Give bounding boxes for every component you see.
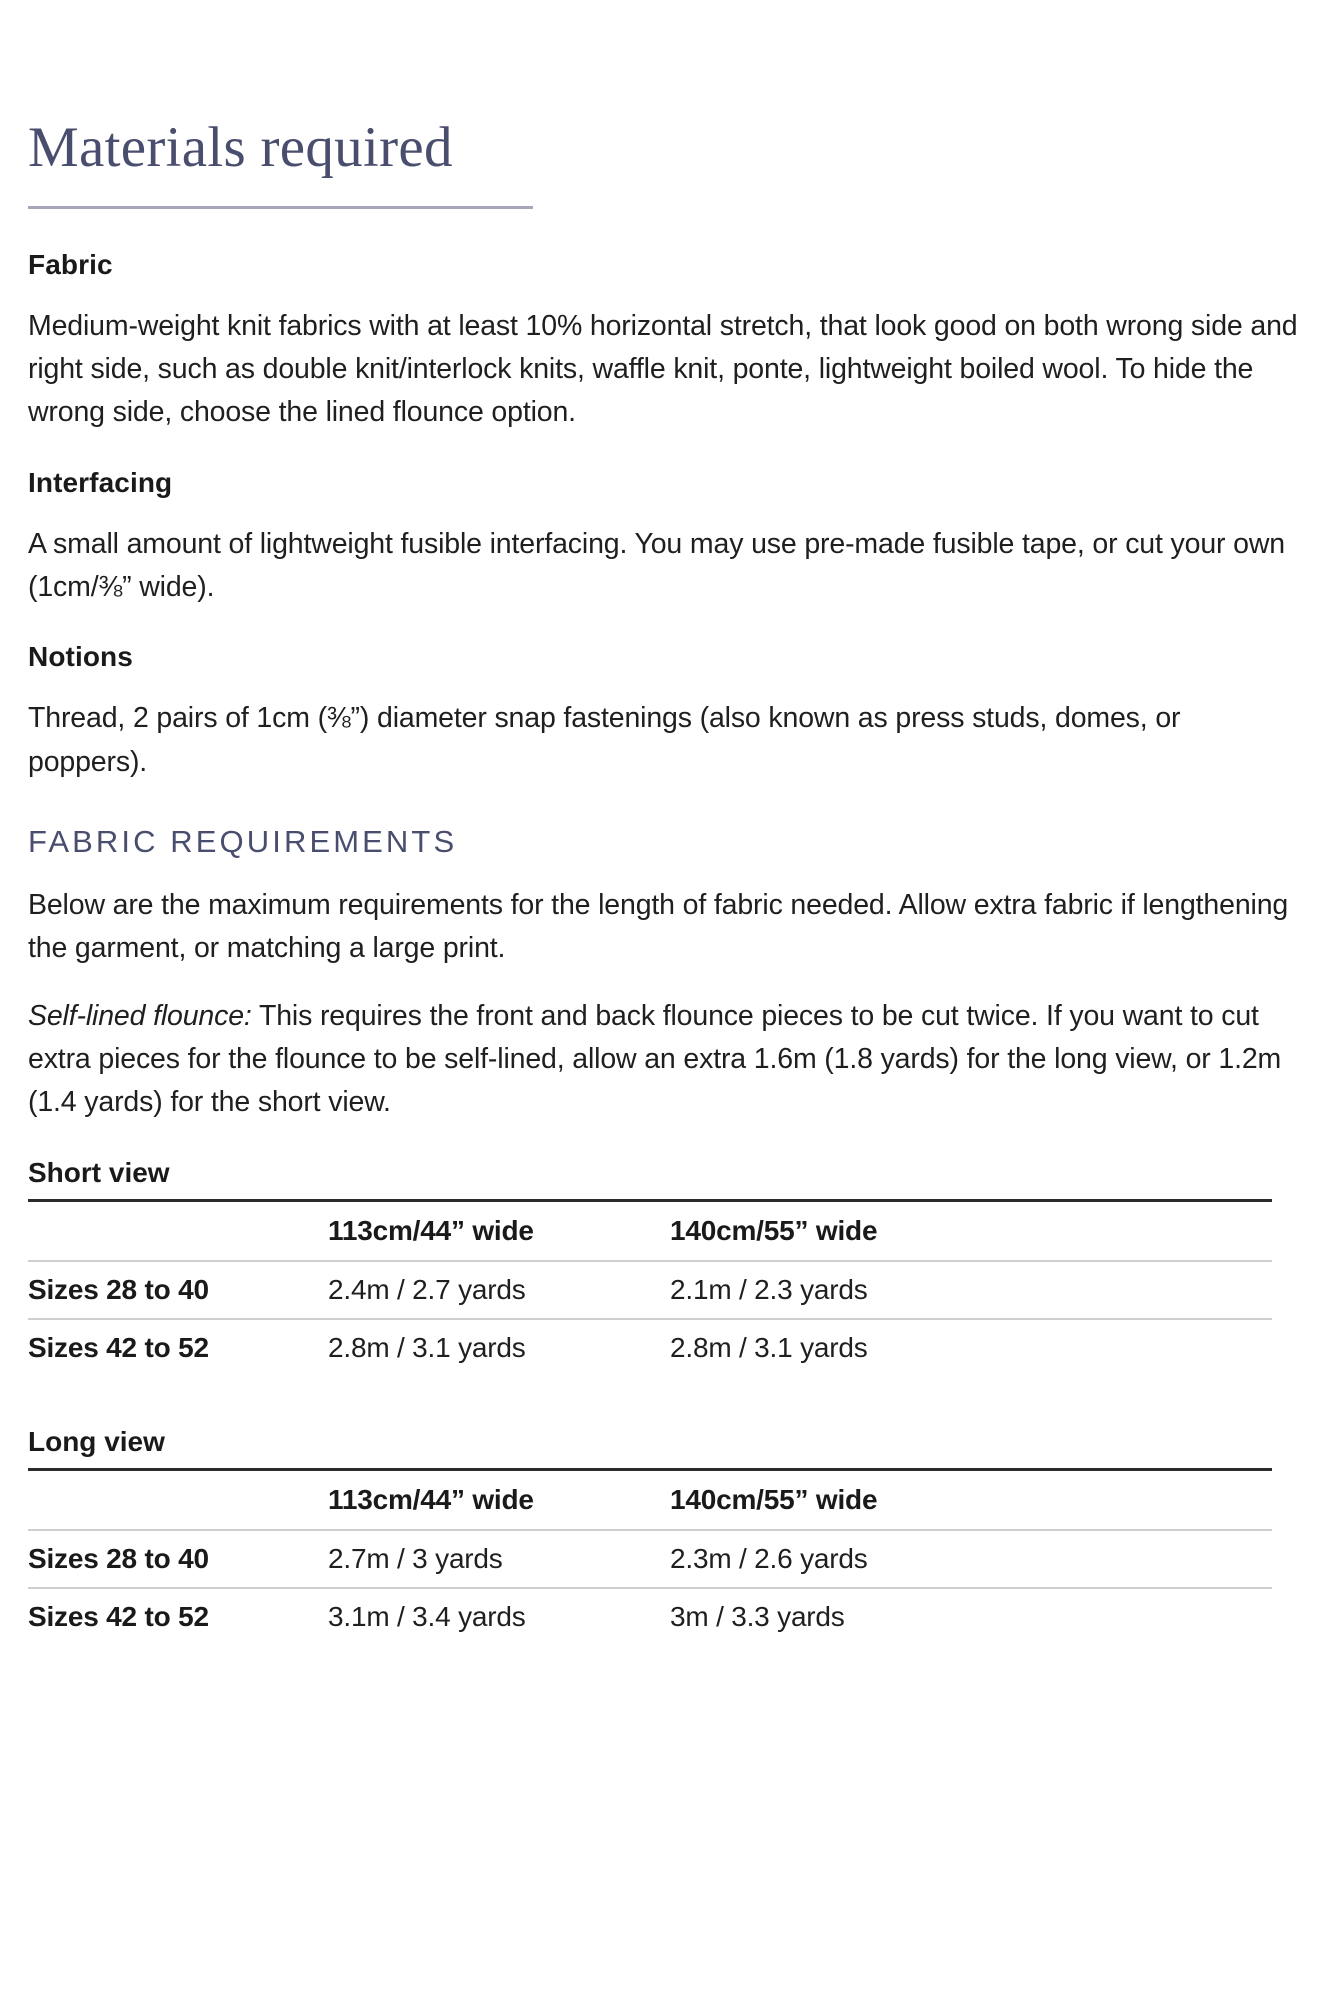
section-heading-fabric: Fabric — [28, 248, 113, 280]
fabric-description: Medium-weight knit fabrics with at least 10% horizontal stretch, that look good on both wrong side and right side, such as double knit/interlock knits, waffle knit, ponte, lightweight boiled wool. To hide the wrong side, choose the lined flounce option. — [28, 309, 1298, 429]
interfacing-description: A small amount of lightweight fusible interfacing. You may use pre-made fusible tape, or cut your own (1cm/⅜” wide). — [28, 527, 1285, 604]
spacer — [28, 971, 1305, 995]
spacer — [28, 1376, 1305, 1426]
spacer — [28, 673, 1305, 697]
spacer — [28, 209, 1305, 249]
table-row — [28, 1530, 1272, 1588]
row-label: Sizes 42 to 52 — [28, 1600, 209, 1632]
row-value-113cm: 2.8m / 3.1 yards — [328, 1331, 526, 1363]
column-header-sizes — [28, 1200, 328, 1261]
page-title: Materials required — [28, 116, 453, 179]
short-view-caption: Short view — [28, 1156, 170, 1188]
spacer — [28, 784, 1305, 824]
section-heading-interfacing: Interfacing — [28, 466, 173, 498]
spacer — [28, 499, 1305, 523]
spacer — [28, 435, 1305, 467]
row-value-140cm: 3m / 3.3 yards — [670, 1600, 845, 1632]
column-header-sizes — [28, 1469, 328, 1530]
long-view-caption: Long view — [28, 1425, 165, 1457]
row-value-113cm: 3.1m / 3.4 yards — [328, 1600, 526, 1632]
self-lined-flounce-note — [28, 995, 1305, 1125]
table-row — [28, 1261, 1272, 1319]
table-row — [28, 1588, 1272, 1645]
table-row — [28, 1319, 1272, 1376]
column-header-140cm: 140cm/55” wide — [670, 1200, 1272, 1261]
table-header-row — [28, 1469, 1272, 1530]
spacer — [28, 281, 1305, 305]
row-value-113cm: 2.4m / 2.7 yards — [328, 1261, 670, 1319]
table-header-row — [28, 1200, 1272, 1261]
column-header-113cm: 113cm/44” wide — [328, 1469, 670, 1530]
section-heading-fabric-requirements: FABRIC REQUIREMENTS — [28, 824, 458, 860]
row-label: Sizes 42 to 52 — [28, 1331, 209, 1363]
column-header-140cm: 140cm/55” wide — [670, 1469, 1272, 1530]
column-header-113cm: 113cm/44” wide — [328, 1200, 670, 1261]
long-view-table-block — [28, 1426, 1305, 1645]
fabric-requirements-intro: Below are the maximum requirements for the length of fabric needed. Allow extra fabric if lengthening the garment, or matching a large print. — [28, 889, 1289, 965]
long-view-table — [28, 1468, 1272, 1645]
spacer — [28, 860, 1305, 884]
short-view-table — [28, 1199, 1272, 1376]
self-lined-flounce-label: Self-lined flounce: — [28, 999, 252, 1032]
row-value-140cm: 2.3m / 2.6 yards — [670, 1530, 1272, 1588]
spacer — [28, 609, 1305, 641]
row-label: Sizes 28 to 40 — [28, 1261, 328, 1319]
row-value-140cm: 2.1m / 2.3 yards — [670, 1261, 1272, 1319]
notions-description: Thread, 2 pairs of 1cm (⅜”) diameter snap fastenings (also known as press studs, domes, or poppers). — [28, 702, 1181, 778]
row-value-140cm: 2.8m / 3.1 yards — [670, 1331, 868, 1363]
self-lined-flounce-text: This requires the front and back flounce pieces to be cut twice. If you want to cut extra pieces for the flounce to be self-lined, allow an extra 1.6m (1.8 yards) for the long view, or 1.2m (1.4 yards) for the short view. — [28, 999, 1282, 1119]
row-label: Sizes 28 to 40 — [28, 1530, 328, 1588]
spacer — [28, 1125, 1305, 1157]
section-heading-notions: Notions — [28, 641, 133, 673]
row-value-113cm: 2.7m / 3 yards — [328, 1530, 670, 1588]
short-view-table-block — [28, 1157, 1305, 1376]
